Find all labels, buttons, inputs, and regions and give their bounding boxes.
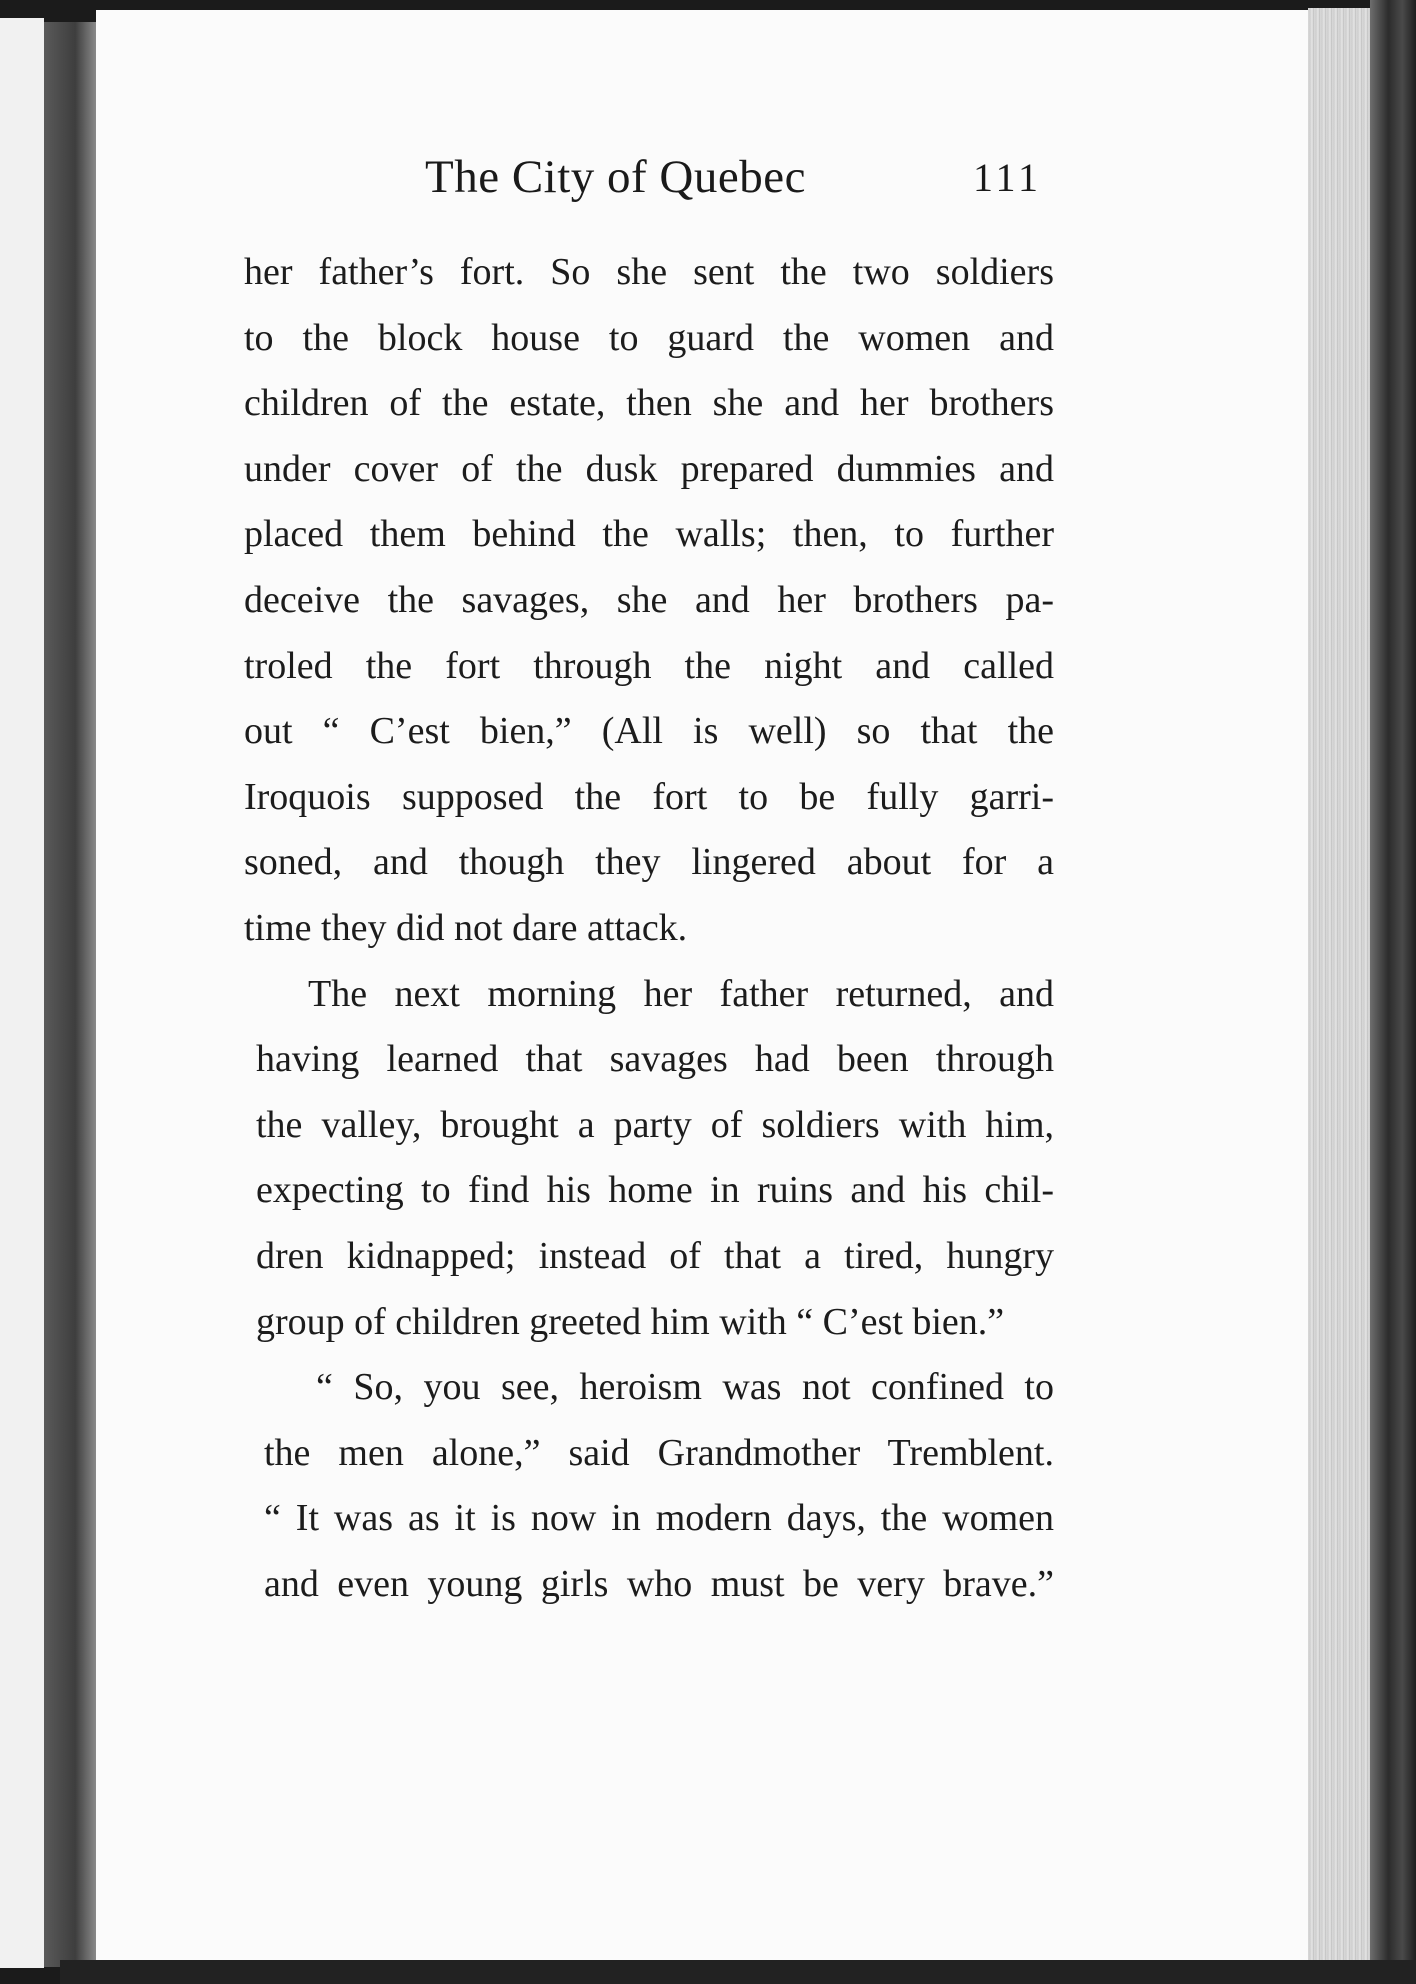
cover-edge — [1370, 0, 1416, 1984]
text-line: dren kidnapped; instead of that a tired, hungry — [256, 1234, 1054, 1277]
text-line: children of the estate, then she and her brothers — [244, 382, 1054, 425]
text-line: placed them behind the walls; then, to further — [244, 513, 1054, 556]
text-line: the valley, brought a party of soldiers with him, — [256, 1103, 1054, 1146]
text-line: “ So, you see, heroism was not confined to — [316, 1366, 1054, 1409]
text-line: and even young girls who must be very brave.” — [264, 1562, 1054, 1605]
paragraph-1 — [244, 240, 1054, 962]
text-line: to the block house to guard the women and — [244, 316, 1054, 359]
facing-page-edge — [0, 18, 44, 1968]
text-line: group of children greeted him with “ C’est bien.” — [256, 1300, 1005, 1343]
text-line: under cover of the dusk prepared dummies and — [244, 447, 1054, 490]
text-line: “ It was as it is now in modern days, the women — [264, 1497, 1054, 1540]
book-gutter — [44, 22, 96, 1967]
paragraph-2 — [256, 962, 1054, 1356]
text-line: Iroquois supposed the fort to be fully garri- — [244, 775, 1054, 818]
text-line: troled the fort through the night and called — [244, 644, 1054, 687]
page-number: 111 — [973, 155, 1043, 200]
text-line: soned, and though they lingered about for a — [244, 841, 1054, 884]
text-line: expecting to find his home in ruins and his chil- — [256, 1169, 1054, 1212]
running-header — [425, 150, 1045, 220]
text-line: the men alone,” said Grandmother Tremblent. — [264, 1431, 1054, 1474]
text-line: deceive the savages, she and her brothers pa- — [244, 578, 1054, 621]
body-text — [244, 240, 1054, 1617]
text-line: having learned that savages had been through — [256, 1038, 1054, 1081]
page-stack-edge — [1308, 8, 1370, 1968]
running-title: The City of Quebec — [425, 151, 806, 203]
bottom-shadow — [60, 1960, 1416, 1984]
text-line: out “ C’est bien,” (All is well) so that the — [244, 710, 1054, 753]
paragraph-3 — [264, 1355, 1054, 1617]
text-line: her father’s fort. So she sent the two soldiers — [244, 251, 1054, 293]
text-line: time they did not dare attack. — [244, 906, 688, 949]
text-line: The next morning her father returned, and — [308, 972, 1054, 1015]
